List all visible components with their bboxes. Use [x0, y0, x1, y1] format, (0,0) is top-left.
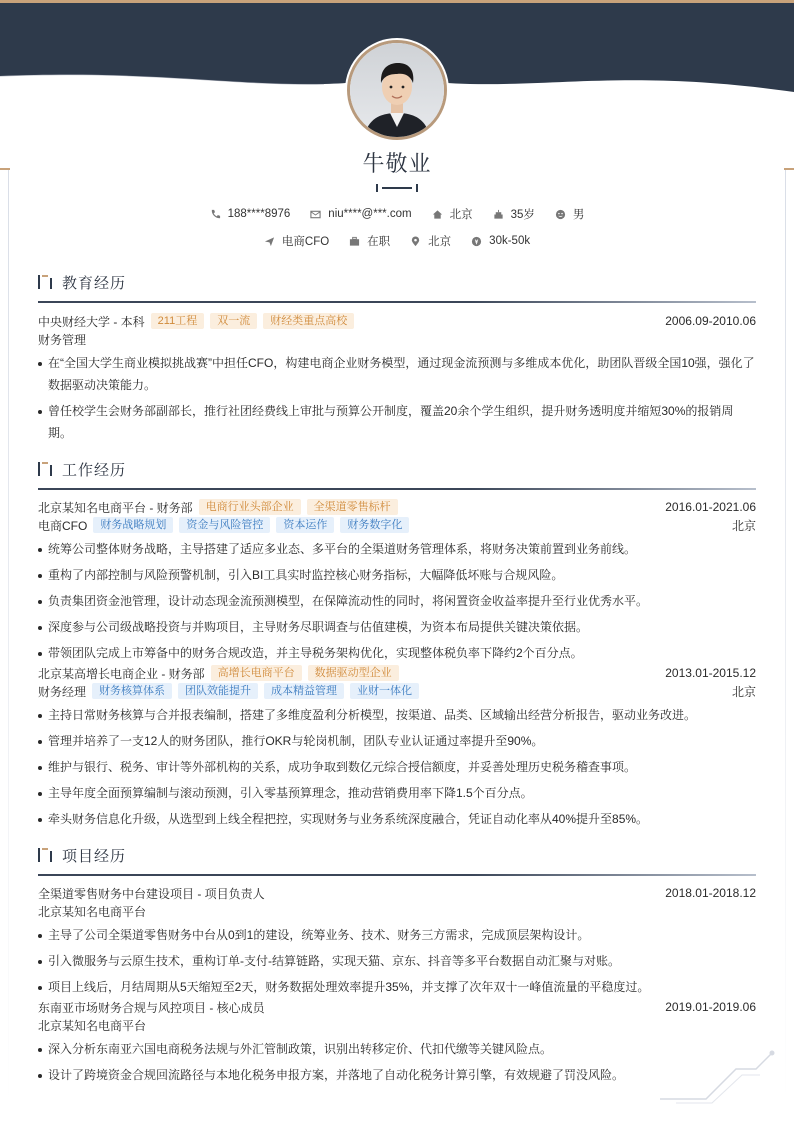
- section-marker-icon: [38, 462, 52, 476]
- company-name: 北京某高增长电商企业 - 财务部: [38, 666, 205, 681]
- bullet-item: 重构了内部控制与风险预警机制，引入BI工具实时监控核心财务指标，大幅降低坏账与合规风险。: [38, 564, 756, 586]
- project-entry: [38, 884, 756, 998]
- bullet-item: 维护与银行、税务、审计等外部机构的关系，成功争取到数亿元综合授信额度，并妥善处理历史税务稽查事项。: [38, 756, 756, 778]
- candidate-name: 牛敬业: [362, 151, 432, 176]
- work-section: [38, 458, 756, 826]
- job-intent-row: [0, 233, 794, 249]
- project-name: 东南亚市场财务合规与风控项目 - 核心成员: [38, 1000, 265, 1015]
- gender-icon: [555, 209, 566, 220]
- company-tag: 全渠道零售标杆: [307, 499, 398, 515]
- bullet-item: 在“全国大学生商业模拟挑战赛”中担任CFO，构建电商企业财务模型，通过现金流预测与多维成本优化，助团队晋级全国10强，强化了数据驱动决策能力。: [38, 352, 756, 396]
- bullet-item: 主导了公司全渠道零售财务中台从0到1的建设，统筹业务、技术、财务三方需求，完成顶层架构设计。: [38, 924, 756, 946]
- briefcase-icon: [349, 236, 360, 247]
- job-date: 2016.01-2021.06: [665, 500, 756, 514]
- target-role-item: [264, 233, 329, 249]
- role-tag: 团队效能提升: [178, 683, 258, 699]
- status-text: 在职: [367, 236, 391, 248]
- job-city: 北京: [731, 518, 756, 533]
- city-text: 北京: [449, 209, 473, 221]
- gender-text: 男: [572, 209, 585, 221]
- email-item: [310, 206, 411, 222]
- bullet-item: 设计了跨境资金合规回流路径与本地化税务申报方案，并落地了自动化税务计算引擎，有效规避了罚没风险。: [38, 1064, 756, 1086]
- mail-icon: [310, 209, 321, 220]
- corner-decoration: [656, 1049, 776, 1105]
- location-pin-icon: [410, 236, 421, 247]
- bullet-item: 曾任校学生会财务部副部长，推行社团经费线上审批与预算公开制度，覆盖20余个学生组织，提升财务透明度并缩短30%的报销周期。: [38, 400, 756, 444]
- school-tag: 211工程: [151, 313, 205, 329]
- company-tag: 电商行业头部企业: [199, 499, 301, 515]
- job-date: 2013.01-2015.12: [665, 666, 756, 680]
- right-border-line: [785, 168, 786, 1103]
- project-org: 北京某知名电商平台: [38, 1018, 147, 1033]
- home-icon: [432, 209, 443, 220]
- project-date: 2019.01-2019.06: [665, 1000, 756, 1014]
- cake-icon: [493, 209, 504, 220]
- company-name: 北京某知名电商平台 - 财务部: [38, 500, 193, 515]
- school-tag: 财经类重点高校: [263, 313, 354, 329]
- salary-text: 30k-50k: [489, 235, 531, 247]
- school-name: 中央财经大学 - 本科: [38, 314, 145, 329]
- phone-item: [210, 206, 291, 222]
- bullet-item: 深入分析东南亚六国电商税务法规与外汇管制政策，识别出转移定价、代扣代缴等关键风险点。: [38, 1038, 756, 1060]
- job-role: 财务经理: [38, 684, 87, 699]
- project-entry: [38, 998, 756, 1086]
- salary-item: [471, 233, 530, 249]
- education-entry: [38, 312, 756, 444]
- bullet-item: 负责集团资金池管理，设计动态现金流预测模型，在保障流动性的同时，将闲置资金收益率提升至行业优秀水平。: [38, 590, 756, 612]
- bullet-item: 牵头财务信息化升级，从选型到上线全程把控，实现财务与业务系统深度融合，凭证自动化率从40%提升至85%。: [38, 808, 756, 830]
- role-tag: 业财一体化: [350, 683, 419, 699]
- project-bullets: [38, 1038, 756, 1086]
- bullet-item: 主导年度全面预算编制与滚动预测，引入零基预算理念，推动营销费用率下降1.5个百分点。: [38, 782, 756, 804]
- coin-icon: [471, 236, 482, 247]
- major-name: 财务管理: [38, 332, 87, 347]
- job-entry: [38, 664, 756, 830]
- phone-text: 188****8976: [227, 208, 291, 220]
- company-tag: 数据驱动型企业: [308, 665, 399, 681]
- bullet-item: 项目上线后，月结周期从5天缩短至2天，财务数据处理效率提升35%，并支撑了次年双十一峰值流量的平稳度过。: [38, 976, 756, 998]
- role-tag: 财务战略规划: [93, 517, 173, 533]
- age-item: [493, 206, 535, 222]
- bullet-item: 统筹公司整体财务战略，主导搭建了适应多业态、多平台的全渠道财务管理体系，将财务决策前置到业务前线。: [38, 538, 756, 560]
- role-tag: 财务核算体系: [92, 683, 172, 699]
- send-icon: [264, 236, 275, 247]
- project-bullets: [38, 924, 756, 998]
- job-bullets: [38, 704, 756, 830]
- target-city-item: [410, 233, 451, 249]
- role-tag: 财务数字化: [340, 517, 409, 533]
- section-divider: [38, 874, 756, 876]
- education-date: 2006.09-2010.06: [665, 314, 756, 328]
- project-org: 北京某知名电商平台: [38, 904, 147, 919]
- role-tag: 资金与风险管控: [179, 517, 270, 533]
- job-entry: [38, 498, 756, 664]
- company-tag: 高增长电商平台: [211, 665, 302, 681]
- email-text: niu****@***.com: [328, 208, 412, 220]
- status-item: [349, 233, 390, 249]
- education-title: 教育经历: [62, 274, 127, 292]
- target-role-text: 电商CFO: [281, 236, 330, 248]
- job-bullets: [38, 538, 756, 664]
- job-city: 北京: [731, 684, 756, 699]
- bullet-item: 深度参与公司级战略投资与并购项目，主导财务尽职调查与估值建模，为资本布局提供关键决策依据。: [38, 616, 756, 638]
- bullet-item: 管理并培养了一支12人的财务团队，推行OKR与轮岗机制，团队专业认证通过率提升至90%。: [38, 730, 756, 752]
- city-item: [432, 206, 473, 222]
- education-section: [38, 271, 756, 440]
- section-divider: [38, 488, 756, 490]
- role-tag: 资本运作: [276, 517, 334, 533]
- avatar: [347, 40, 447, 140]
- name-underline-mark: [376, 183, 418, 193]
- education-bullets: [38, 352, 756, 444]
- school-tag: 双一流: [210, 313, 257, 329]
- age-text: 35岁: [510, 209, 535, 221]
- section-marker-icon: [38, 275, 52, 289]
- contact-info-row: [0, 206, 794, 222]
- left-border-line: [8, 168, 9, 1103]
- gender-item: [555, 206, 585, 222]
- target-city-text: 北京: [428, 236, 452, 248]
- project-name: 全渠道零售财务中台建设项目 - 项目负责人: [38, 886, 265, 901]
- job-role: 电商CFO: [38, 518, 88, 533]
- bullet-item: 主持日常财务核算与合并报表编制，搭建了多维度盈利分析模型，按渠道、品类、区域输出经营分析报告，驱动业务改进。: [38, 704, 756, 726]
- section-divider: [38, 301, 756, 303]
- section-marker-icon: [38, 848, 52, 862]
- project-title: 项目经历: [62, 847, 127, 865]
- project-date: 2018.01-2018.12: [665, 886, 756, 900]
- phone-icon: [210, 209, 221, 220]
- project-section: [38, 844, 756, 1082]
- role-tag: 成本精益管理: [264, 683, 344, 699]
- bullet-item: 引入微服务与云原生技术，重构订单-支付-结算链路，实现天猫、京东、抖音等多平台数据自动汇聚与对账。: [38, 950, 756, 972]
- bullet-item: 带领团队完成上市筹备中的财务合规改造，并主导税务架构优化，实现整体税负率下降约2个百分点。: [38, 642, 756, 664]
- work-title: 工作经历: [62, 461, 127, 479]
